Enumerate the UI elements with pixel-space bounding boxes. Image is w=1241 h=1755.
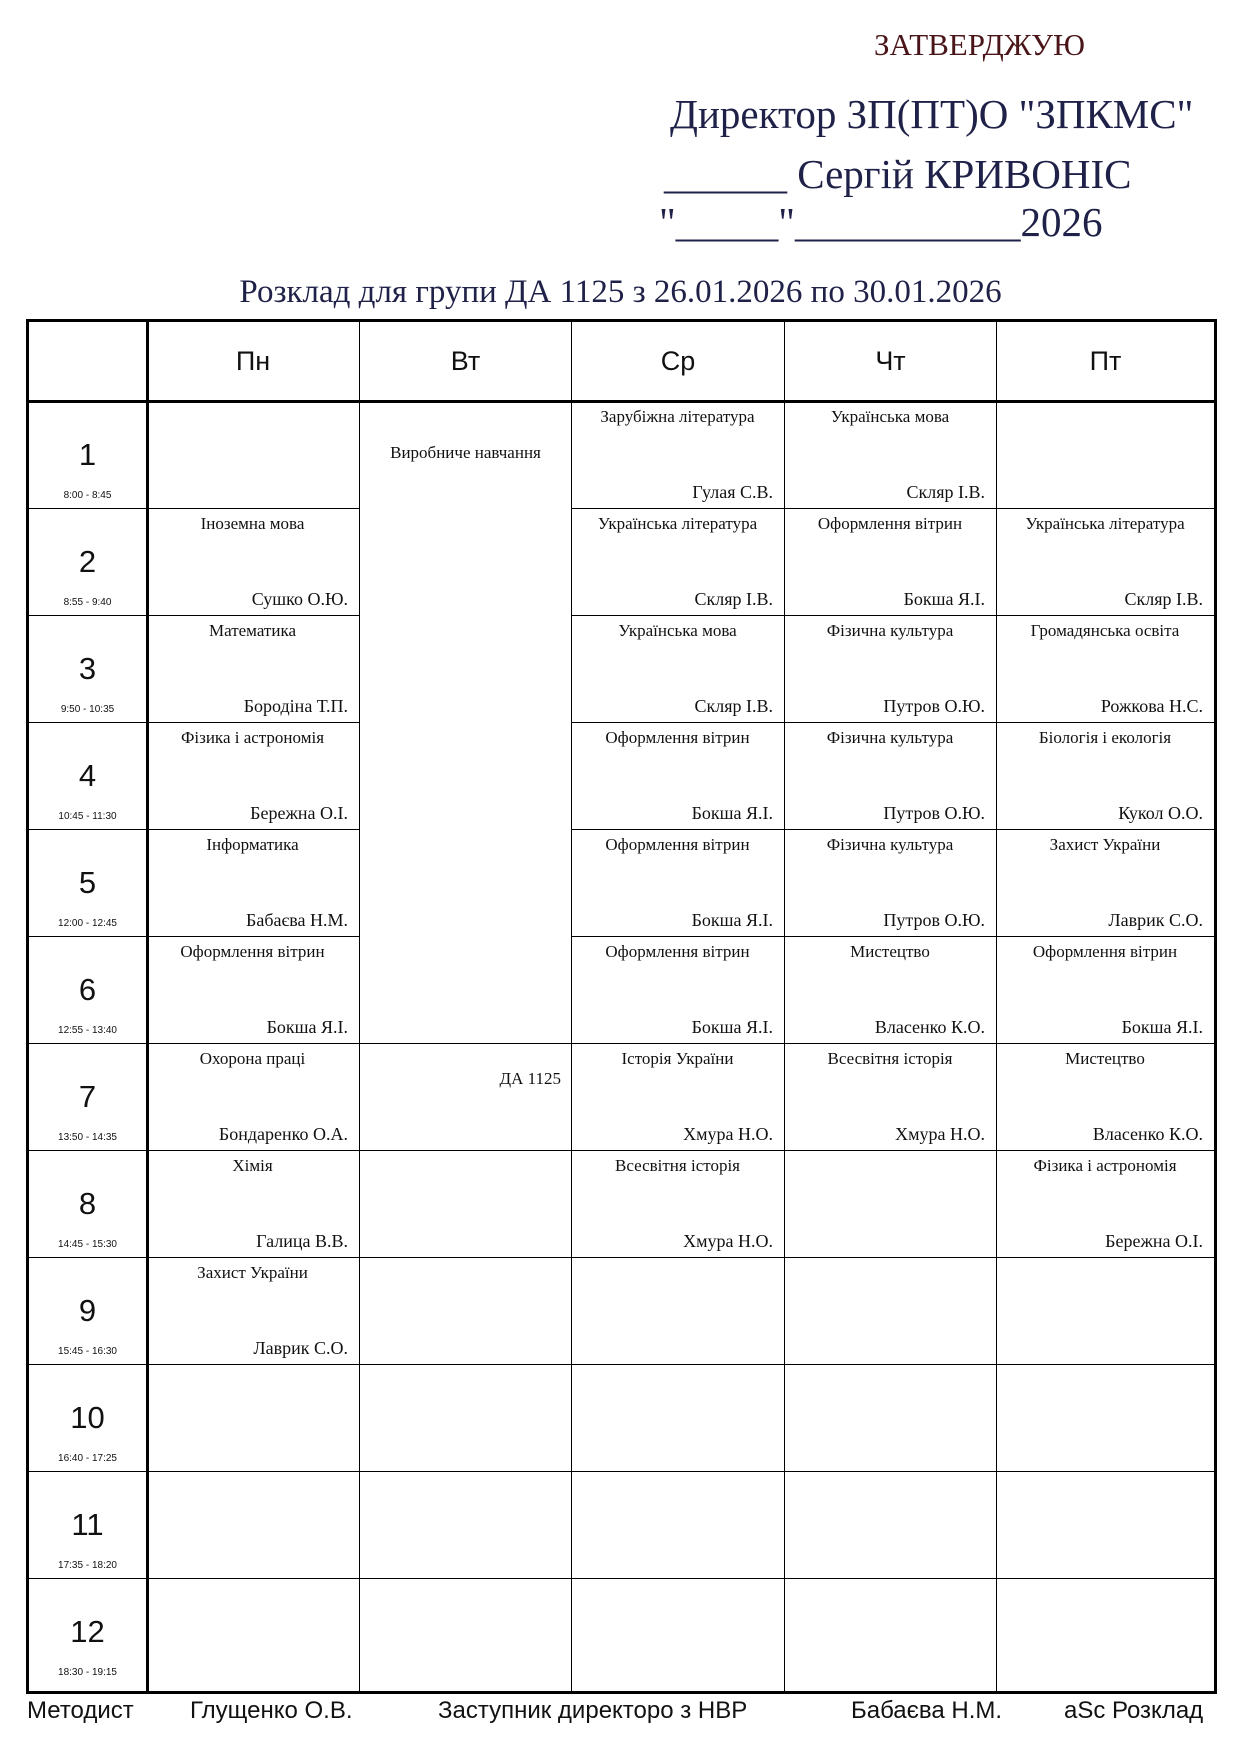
lesson-teacher: Хмура Н.О. <box>683 1124 773 1144</box>
lesson-teacher: Бондаренко О.А. <box>218 1124 348 1144</box>
lesson-subject: Математика <box>208 621 297 640</box>
lesson-cell <box>572 1150 783 1256</box>
row-divider <box>29 1578 1214 1579</box>
lesson-teacher: Бокша Я.І. <box>903 589 985 609</box>
lesson-teacher: Лаврик С.О. <box>1108 910 1203 930</box>
director-title: Директор ЗП(ПТ)О "ЗПКМС" <box>670 91 1194 137</box>
period-time: 13:50 - 14:35 <box>58 1132 117 1143</box>
schedule-title: Розклад для групи ДА 1125 з 26.01.2026 по 30.01.2026 <box>239 274 1002 310</box>
period-number: 3 <box>78 651 97 686</box>
lesson-cell <box>147 722 358 828</box>
methodist-name: Глущенко О.В. <box>190 1697 353 1724</box>
lesson-subject: Фізика і астрономія <box>1033 1156 1177 1175</box>
lesson-cell <box>997 1150 1213 1256</box>
lesson-teacher: Хмура Н.О. <box>895 1124 985 1144</box>
lesson-cell <box>147 508 358 614</box>
period-time: 12:55 - 13:40 <box>58 1025 117 1036</box>
lesson-cell <box>785 401 995 507</box>
lesson-cell <box>785 936 995 1042</box>
lesson-cell <box>572 401 783 507</box>
lesson-teacher: Кукол О.О. <box>1118 803 1203 823</box>
lesson-subject: Оформлення вітрин <box>605 728 750 747</box>
row-divider <box>29 1471 1214 1472</box>
period-number: 11 <box>71 1507 104 1542</box>
period-number: 4 <box>78 758 97 793</box>
lesson-cell <box>147 936 358 1042</box>
row-divider <box>29 1364 1214 1365</box>
lesson-cell <box>785 508 995 614</box>
lesson-cell <box>147 1043 358 1149</box>
lesson-cell <box>147 1150 358 1256</box>
lesson-teacher: Гулая С.В. <box>692 482 773 502</box>
period-number: 6 <box>78 972 97 1007</box>
period-number: 10 <box>70 1400 105 1435</box>
lesson-cell <box>997 615 1213 721</box>
day-header-mon: Пн <box>235 346 271 376</box>
lesson-subject: Оформлення вітрин <box>817 514 963 533</box>
day-header-tue: Вт <box>450 346 481 376</box>
lesson-teacher: Сушко О.Ю. <box>251 589 348 609</box>
lesson-cell <box>572 1043 783 1149</box>
lesson-teacher: Власенко К.О. <box>1092 1124 1203 1144</box>
lesson-teacher: Бокша Я.І. <box>1121 1017 1203 1037</box>
lesson-cell <box>572 508 783 614</box>
lesson-teacher: Скляр І.В. <box>906 482 985 502</box>
lesson-cell <box>785 722 995 828</box>
lesson-subject: Мистецтво <box>850 942 930 961</box>
lesson-teacher: Путров О.Ю. <box>883 803 985 823</box>
lesson-subject: Фізична культура <box>826 728 954 747</box>
lesson-subject: Біологія і екологія <box>1038 728 1172 747</box>
lesson-subject: Захист України <box>197 1263 308 1282</box>
lesson-cell <box>997 508 1213 614</box>
lesson-teacher: Бережна О.І. <box>250 803 348 823</box>
lesson-subject: Захист України <box>1049 835 1161 854</box>
period-time: 16:40 - 17:25 <box>58 1453 117 1464</box>
lesson-cell <box>147 1257 358 1363</box>
methodist-label: Методист <box>27 1697 134 1724</box>
period-time: 10:45 - 11:30 <box>58 811 117 822</box>
day-header-wed: Ср <box>660 346 696 376</box>
director-signature: ______ Сергій КРИВОНІС <box>664 151 1132 197</box>
lesson-teacher: Бережна О.І. <box>1105 1231 1203 1251</box>
approval-label: ЗАТВЕРДЖУЮ <box>874 27 1085 62</box>
practice-group: ДА 1125 <box>499 1069 561 1088</box>
deputy-name: Бабаєва Н.М. <box>851 1697 1003 1724</box>
lesson-teacher: Бокша Я.І. <box>691 1017 773 1037</box>
lesson-subject: Громадянська освіта <box>1030 621 1180 640</box>
lesson-teacher: Бабаєва Н.М. <box>246 910 348 930</box>
lesson-subject: Всесвітня історія <box>827 1049 953 1068</box>
period-number: 5 <box>78 865 97 900</box>
lesson-teacher: Путров О.Ю. <box>883 696 985 716</box>
lesson-cell <box>572 615 783 721</box>
period-time: 17:35 - 18:20 <box>58 1560 117 1571</box>
lesson-subject: Мистецтво <box>1065 1049 1145 1068</box>
lesson-subject: Охорона праці <box>199 1049 306 1068</box>
day-header-thu: Чт <box>875 346 906 376</box>
approval-date: "_____"___________2026 <box>659 199 1103 245</box>
lesson-cell <box>572 829 783 935</box>
day-header-fri: Пт <box>1089 346 1122 376</box>
period-time: 8:55 - 9:40 <box>63 597 112 608</box>
lesson-subject: Зарубіжна література <box>600 407 755 426</box>
period-time: 9:50 - 10:35 <box>60 704 115 715</box>
period-number: 2 <box>78 544 97 579</box>
lesson-subject: Фізична культура <box>826 621 954 640</box>
software-label: aSc Розклад <box>1064 1697 1204 1724</box>
lesson-teacher: Галица В.В. <box>256 1231 348 1251</box>
lesson-subject: Оформлення вітрин <box>605 942 750 961</box>
period-time: 8:00 - 8:45 <box>63 490 112 501</box>
lesson-teacher: Хмура Н.О. <box>683 1231 773 1251</box>
lesson-teacher: Рожкова Н.С. <box>1100 696 1203 716</box>
lesson-subject: Фізична культура <box>826 835 954 854</box>
lesson-cell <box>997 936 1213 1042</box>
lesson-teacher: Бокша Я.І. <box>266 1017 348 1037</box>
lesson-subject: Оформлення вітрин <box>180 942 325 961</box>
lesson-cell <box>785 615 995 721</box>
deputy-label: Заступник директоро з НВР <box>438 1697 748 1724</box>
lesson-cell <box>997 829 1213 935</box>
lesson-teacher: Скляр І.В. <box>694 696 773 716</box>
lesson-teacher: Бокша Я.І. <box>691 803 773 823</box>
lesson-teacher: Скляр І.В. <box>694 589 773 609</box>
practice-subject: Виробниче навчання <box>390 443 541 462</box>
period-number: 12 <box>70 1614 105 1649</box>
lesson-cell <box>147 829 358 935</box>
schedule-table <box>26 319 1217 1694</box>
lesson-subject: Українська література <box>1025 514 1185 533</box>
lesson-subject: Українська література <box>597 514 758 533</box>
lesson-teacher: Бокша Я.І. <box>691 910 773 930</box>
lesson-teacher: Путров О.Ю. <box>883 910 985 930</box>
lesson-subject: Українська мова <box>618 621 737 640</box>
period-time: 15:45 - 16:30 <box>58 1346 117 1357</box>
lesson-subject: Хімія <box>232 1156 273 1175</box>
lesson-cell <box>572 722 783 828</box>
lesson-cell <box>147 615 358 721</box>
lesson-cell <box>785 1043 995 1149</box>
lesson-subject: Оформлення вітрин <box>1032 942 1178 961</box>
lesson-subject: Фізика і астрономія <box>180 728 325 747</box>
lesson-cell <box>997 722 1213 828</box>
period-time: 14:45 - 15:30 <box>58 1239 117 1250</box>
period-number: 1 <box>78 437 97 472</box>
lesson-teacher: Власенко К.О. <box>874 1017 985 1037</box>
lesson-cell <box>572 936 783 1042</box>
period-time: 12:00 - 12:45 <box>58 918 117 929</box>
period-number: 9 <box>78 1293 97 1328</box>
lesson-subject: Історія України <box>621 1049 734 1068</box>
lesson-subject: Інформатика <box>206 835 299 854</box>
lesson-subject: Всесвітня історія <box>615 1156 740 1175</box>
lesson-subject: Іноземна мова <box>200 514 305 533</box>
period-number: 7 <box>78 1079 97 1114</box>
lesson-teacher: Бородіна Т.П. <box>243 696 348 716</box>
period-number: 8 <box>78 1186 97 1221</box>
tuesday-practice-block <box>360 401 571 1088</box>
lesson-cell <box>997 1043 1213 1149</box>
lesson-subject: Українська мова <box>830 407 950 426</box>
lesson-subject: Оформлення вітрин <box>605 835 750 854</box>
lesson-teacher: Скляр І.В. <box>1124 589 1203 609</box>
lesson-teacher: Лаврик С.О. <box>253 1338 348 1358</box>
lesson-cell <box>785 829 995 935</box>
period-time: 18:30 - 19:15 <box>58 1667 117 1678</box>
